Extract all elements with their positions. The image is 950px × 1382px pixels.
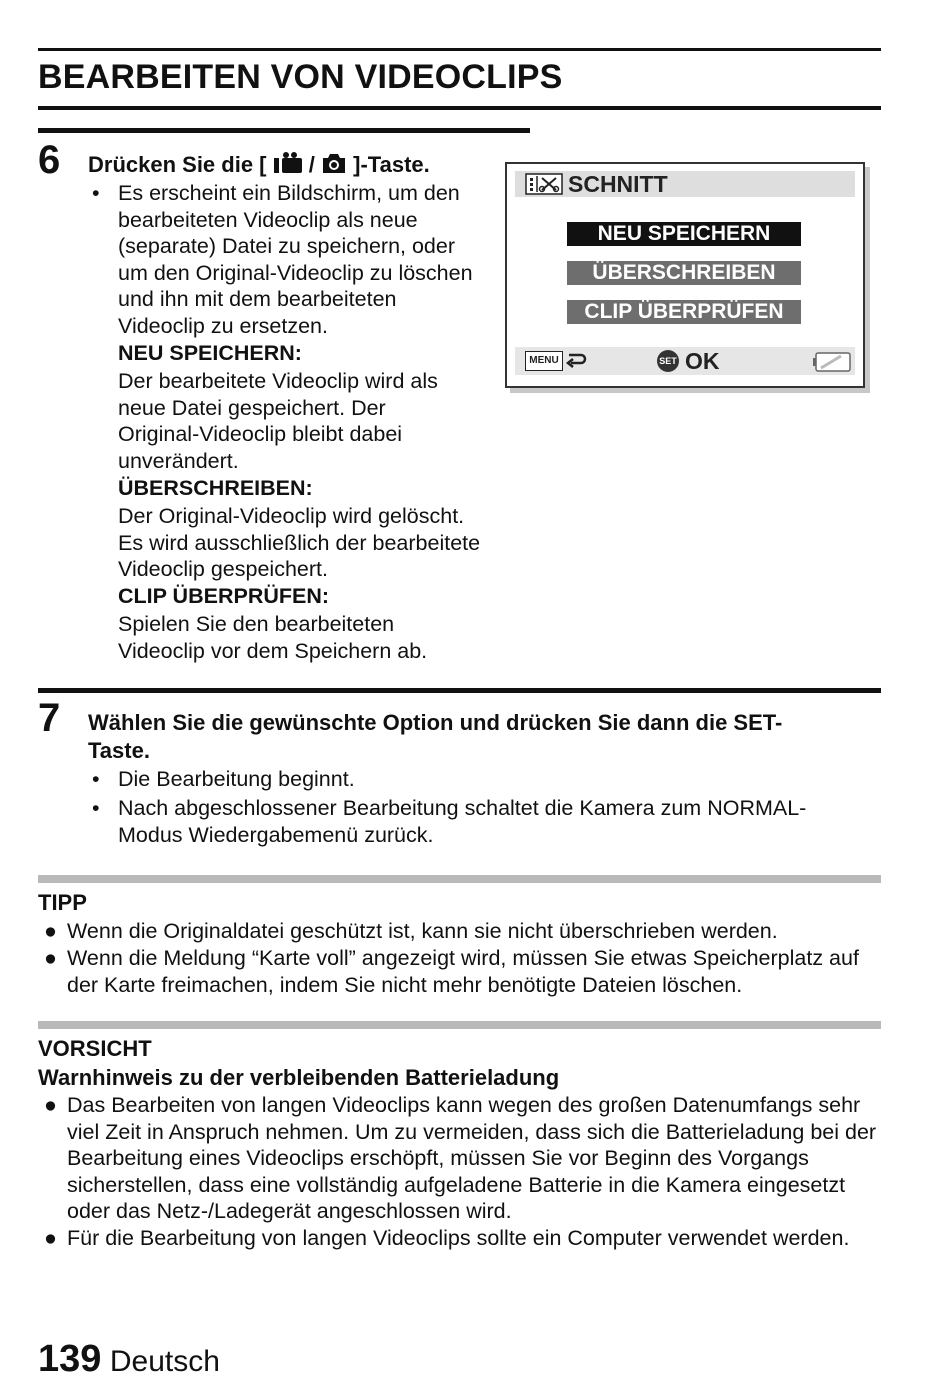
- vorsicht-subheading: Warnhinweis zu der verbleibenden Batterieladung: [38, 1065, 560, 1090]
- screen-bottom-bar: [515, 347, 855, 375]
- vorsicht-heading: VORSICHT: [38, 1036, 152, 1061]
- option2-label: ÜBERSCHREIBEN:: [118, 476, 313, 500]
- screen-title: SCHNITT: [568, 171, 668, 197]
- camera-icon: [321, 151, 347, 175]
- step6-heading-sep: /: [308, 152, 315, 177]
- step7-rule: [38, 688, 881, 693]
- step7-bullet-1: Die Bearbeitung beginnt.: [118, 767, 355, 791]
- menu-label: MENU: [529, 355, 559, 366]
- step7-number: 7: [38, 696, 61, 740]
- bullet-dot: ●: [44, 1093, 57, 1117]
- option1-desc: Der bearbeitete Videoclip wird als neue Datei gespeichert. Der Original-Videoclip bleibt dabei unverändert.: [118, 369, 438, 473]
- tipp-item-1: Wenn die Originaldatei geschützt ist, kann sie nicht überschrieben werden.: [67, 919, 778, 943]
- option2-desc: Der Original-Videoclip wird gelöscht. Es wird ausschließlich der bearbeitete Videoclip gespeichert.: [118, 504, 481, 581]
- option3-label: CLIP ÜBERPRÜFEN:: [118, 584, 330, 608]
- step6-heading-pre: Drücken Sie die [: [88, 152, 267, 177]
- tipp-divider: [38, 875, 881, 883]
- vorsicht-divider: [38, 1021, 881, 1029]
- option1-label: NEU SPEICHERN:: [118, 341, 302, 365]
- step6-bullet-text: Es erscheint ein Bildschirm, um den bearbeiteten Videoclip als neue (separate) Datei zu speichern, oder um den Original-Videoclip zu löschen und ihn mit dem bearbeiteten Videoclip zu ersetzen.: [118, 181, 473, 338]
- step6-heading: [88, 151, 430, 179]
- bullet-marker: •: [92, 796, 100, 820]
- set-button-icon: [657, 350, 679, 372]
- screen-option-neu-speichern[interactable]: NEU SPEICHERN: [567, 222, 801, 246]
- tipp-item-2: Wenn die Meldung “Karte voll” angezeigt wird, müssen Sie etwas Speicherplatz auf der Karte freimachen, indem Sie nicht mehr benötigte Dateien löschen.: [67, 946, 859, 997]
- battery-icon: [813, 352, 851, 372]
- tipp-heading: TIPP: [38, 890, 87, 915]
- vorsicht-item-2: Für die Bearbeitung von langen Videoclips sollte ein Computer verwendet werden.: [67, 1226, 850, 1250]
- page-number: 139: [38, 1338, 102, 1380]
- step7-heading-line1: Wählen Sie die gewünschte Option und drücken Sie dann die SET-: [88, 710, 783, 735]
- page-language: Deutsch: [109, 1345, 220, 1378]
- bullet-marker: •: [92, 767, 100, 791]
- step6-number: 6: [38, 138, 61, 182]
- screen-title-bar: [515, 171, 855, 197]
- step7-heading-line2: Taste.: [88, 738, 150, 763]
- option3-desc: Spielen Sie den bearbeiteten Videoclip vor dem Speichern ab.: [118, 612, 428, 663]
- bullet-dot: ●: [44, 1226, 57, 1250]
- bullet-dot: ●: [44, 919, 57, 943]
- screen-option-clip-ueberpruefen[interactable]: CLIP ÜBERPRÜFEN: [567, 300, 801, 324]
- screen-option-ueberschreiben[interactable]: ÜBERSCHREIBEN: [567, 261, 801, 285]
- menu-button-icon: [525, 351, 563, 371]
- set-label: SET: [659, 356, 677, 366]
- bullet-dot: ●: [44, 946, 57, 970]
- step6-rule: [38, 128, 530, 133]
- video-camera-icon: [273, 151, 303, 175]
- return-arrow-icon: [565, 352, 587, 370]
- top-rule: [38, 48, 881, 51]
- bullet-marker: •: [92, 181, 100, 205]
- vorsicht-item-1: Das Bearbeiten von langen Videoclips kann wegen des großen Datenumfangs sehr viel Zeit in Anspruch nehmen. Um zu vermeiden, dass sich die Batterieladung bei der Bearbeitung eines Videoclips erschöpft, müssen Sie vor Beginn des Vorgangs sicherstellen, dass eine vollständig aufgeladene Batterie in die Kamera eingesetzt oder das Netz-/Ladegerät angeschlossen wird.: [67, 1093, 877, 1223]
- step6-heading-post: ]-Taste.: [353, 152, 430, 177]
- page-footer: [38, 1338, 220, 1381]
- title-underline: [38, 106, 881, 110]
- edit-clip-icon: [525, 173, 563, 195]
- ok-label: OK: [685, 348, 720, 374]
- step7-bullet-2: Nach abgeschlossener Bearbeitung schaltet die Kamera zum NORMAL-Modus Wiedergabemenü zurück.: [118, 796, 807, 847]
- page-title: BEARBEITEN VON VIDEOCLIPS: [38, 58, 563, 96]
- camera-screen: [505, 162, 865, 388]
